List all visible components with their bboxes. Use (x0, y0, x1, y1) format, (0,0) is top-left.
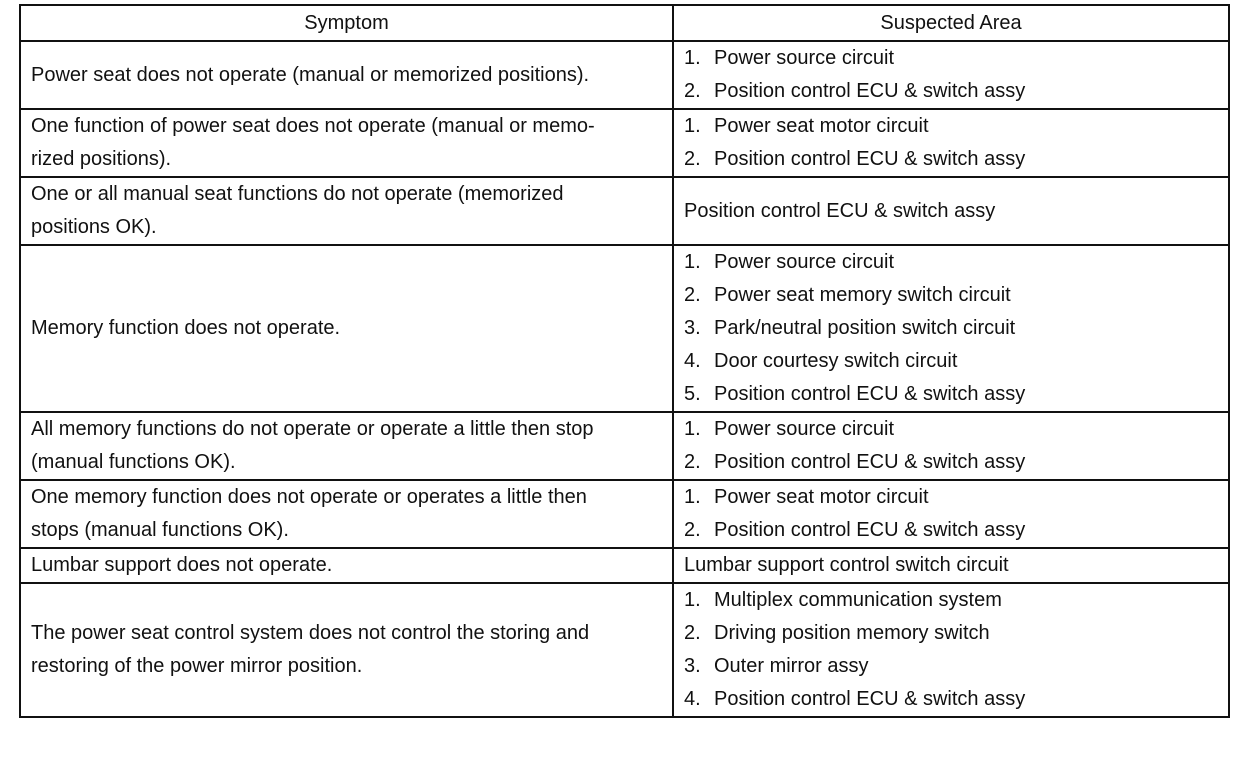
suspected-area-item (684, 279, 1218, 312)
item-number: 1. (684, 115, 701, 137)
symptom-text-line: One function of power seat does not operate (manual or memo- (31, 115, 595, 137)
item-text: Power source circuit (714, 418, 895, 440)
item-number: 2. (684, 622, 701, 644)
item-text: Outer mirror assy (714, 655, 869, 677)
symptom-text-line: rized positions). (31, 148, 172, 170)
symptom-cell (20, 548, 673, 583)
troubleshooting-sheet (19, 4, 1228, 718)
item-number: 1. (684, 251, 701, 273)
suspected-area-column-header: Suspected Area (673, 5, 1229, 41)
symptom-text-line: One memory function does not operate or operates a little then (31, 486, 587, 508)
item-number: 4. (684, 688, 701, 710)
item-number: 1. (684, 589, 701, 611)
suspected-area-list (684, 584, 1218, 716)
symptom-text-line: positions OK). (31, 216, 157, 238)
symptom-text-line: (manual functions OK). (31, 451, 236, 473)
suspected-area-item (684, 246, 1218, 279)
suspected-area-cell (673, 109, 1229, 177)
suspected-area-item (684, 617, 1218, 650)
item-number: 5. (684, 383, 701, 405)
suspected-area-cell (673, 583, 1229, 717)
item-text: Position control ECU & switch assy (714, 451, 1026, 473)
table-row (20, 245, 1229, 412)
item-number: 2. (684, 451, 701, 473)
item-text: Power seat motor circuit (714, 486, 929, 508)
suspected-area-list (684, 246, 1218, 411)
symptom-cell (20, 177, 673, 245)
symptom-text-line: All memory functions do not operate or operate a little then stop (31, 418, 594, 440)
item-text: Power seat memory switch circuit (714, 284, 1011, 306)
symptom-text-line: One or all manual seat functions do not operate (memorized (31, 183, 564, 205)
item-text: Position control ECU & switch assy (714, 148, 1026, 170)
suspected-area-item (684, 481, 1218, 514)
suspected-area-cell (673, 412, 1229, 480)
item-text: Power source circuit (714, 251, 895, 273)
table-body (20, 41, 1229, 717)
suspected-area-item (684, 312, 1218, 345)
item-text: Position control ECU & switch assy (714, 80, 1026, 102)
suspected-area-cell (673, 41, 1229, 109)
item-text: Driving position memory switch (714, 622, 990, 644)
suspected-area-item (684, 584, 1218, 617)
symptom-text-line: Lumbar support does not operate. (31, 554, 333, 576)
symptom-cell (20, 480, 673, 548)
symptom-cell (20, 109, 673, 177)
item-number: 1. (684, 486, 701, 508)
table-header-row (20, 5, 1229, 41)
suspected-area-item (684, 75, 1218, 108)
symptom-text-line: stops (manual functions OK). (31, 519, 289, 541)
suspected-area-cell (673, 480, 1229, 548)
suspected-area-item (684, 143, 1218, 176)
symptom-column-header: Symptom (20, 5, 673, 41)
item-number: 1. (684, 47, 701, 69)
suspected-area-item (684, 446, 1218, 479)
item-text: Position control ECU & switch assy (714, 383, 1026, 405)
table-row (20, 177, 1229, 245)
symptom-cell (20, 245, 673, 412)
item-text: Park/neutral position switch circuit (714, 317, 1016, 339)
suspected-area-text: Position control ECU & switch assy (684, 199, 996, 222)
symptom-text-line: Power seat does not operate (manual or memorized positions). (31, 63, 590, 86)
suspected-area-item (684, 650, 1218, 683)
item-number: 2. (684, 80, 701, 102)
item-number: 3. (684, 655, 701, 677)
suspected-area-item (684, 683, 1218, 716)
suspected-area-list (684, 42, 1218, 108)
table-row (20, 480, 1229, 548)
table-row (20, 41, 1229, 109)
item-number: 2. (684, 519, 701, 541)
suspected-area-cell (673, 245, 1229, 412)
table-row (20, 583, 1229, 717)
item-text: Position control ECU & switch assy (714, 688, 1026, 710)
suspected-area-list (684, 110, 1218, 176)
item-number: 2. (684, 148, 701, 170)
suspected-area-cell (673, 548, 1229, 583)
symptom-text-line: restoring of the power mirror position. (31, 655, 363, 677)
suspected-area-text: Lumbar support control switch circuit (684, 554, 1009, 576)
item-text: Multiplex communication system (714, 589, 1002, 611)
table-row (20, 548, 1229, 583)
suspected-area-list (684, 481, 1218, 547)
suspected-area-list (684, 413, 1218, 479)
suspected-area-cell (673, 177, 1229, 245)
item-number: 1. (684, 418, 701, 440)
symptom-table (19, 4, 1230, 718)
suspected-area-item (684, 110, 1218, 143)
table-row (20, 412, 1229, 480)
item-number: 4. (684, 350, 701, 372)
suspected-area-item (684, 345, 1218, 378)
item-number: 3. (684, 317, 701, 339)
symptom-cell (20, 41, 673, 109)
suspected-area-item (684, 413, 1218, 446)
item-text: Power seat motor circuit (714, 115, 929, 137)
suspected-area-item (684, 42, 1218, 75)
item-text: Power source circuit (714, 47, 895, 69)
symptom-cell (20, 412, 673, 480)
table-row (20, 109, 1229, 177)
suspected-area-item (684, 378, 1218, 411)
symptom-cell (20, 583, 673, 717)
item-number: 2. (684, 284, 701, 306)
symptom-text-line: The power seat control system does not control the storing and (31, 622, 590, 644)
suspected-area-item (684, 514, 1218, 547)
item-text: Door courtesy switch circuit (714, 350, 958, 372)
symptom-text-line: Memory function does not operate. (31, 317, 341, 339)
item-text: Position control ECU & switch assy (714, 519, 1026, 541)
